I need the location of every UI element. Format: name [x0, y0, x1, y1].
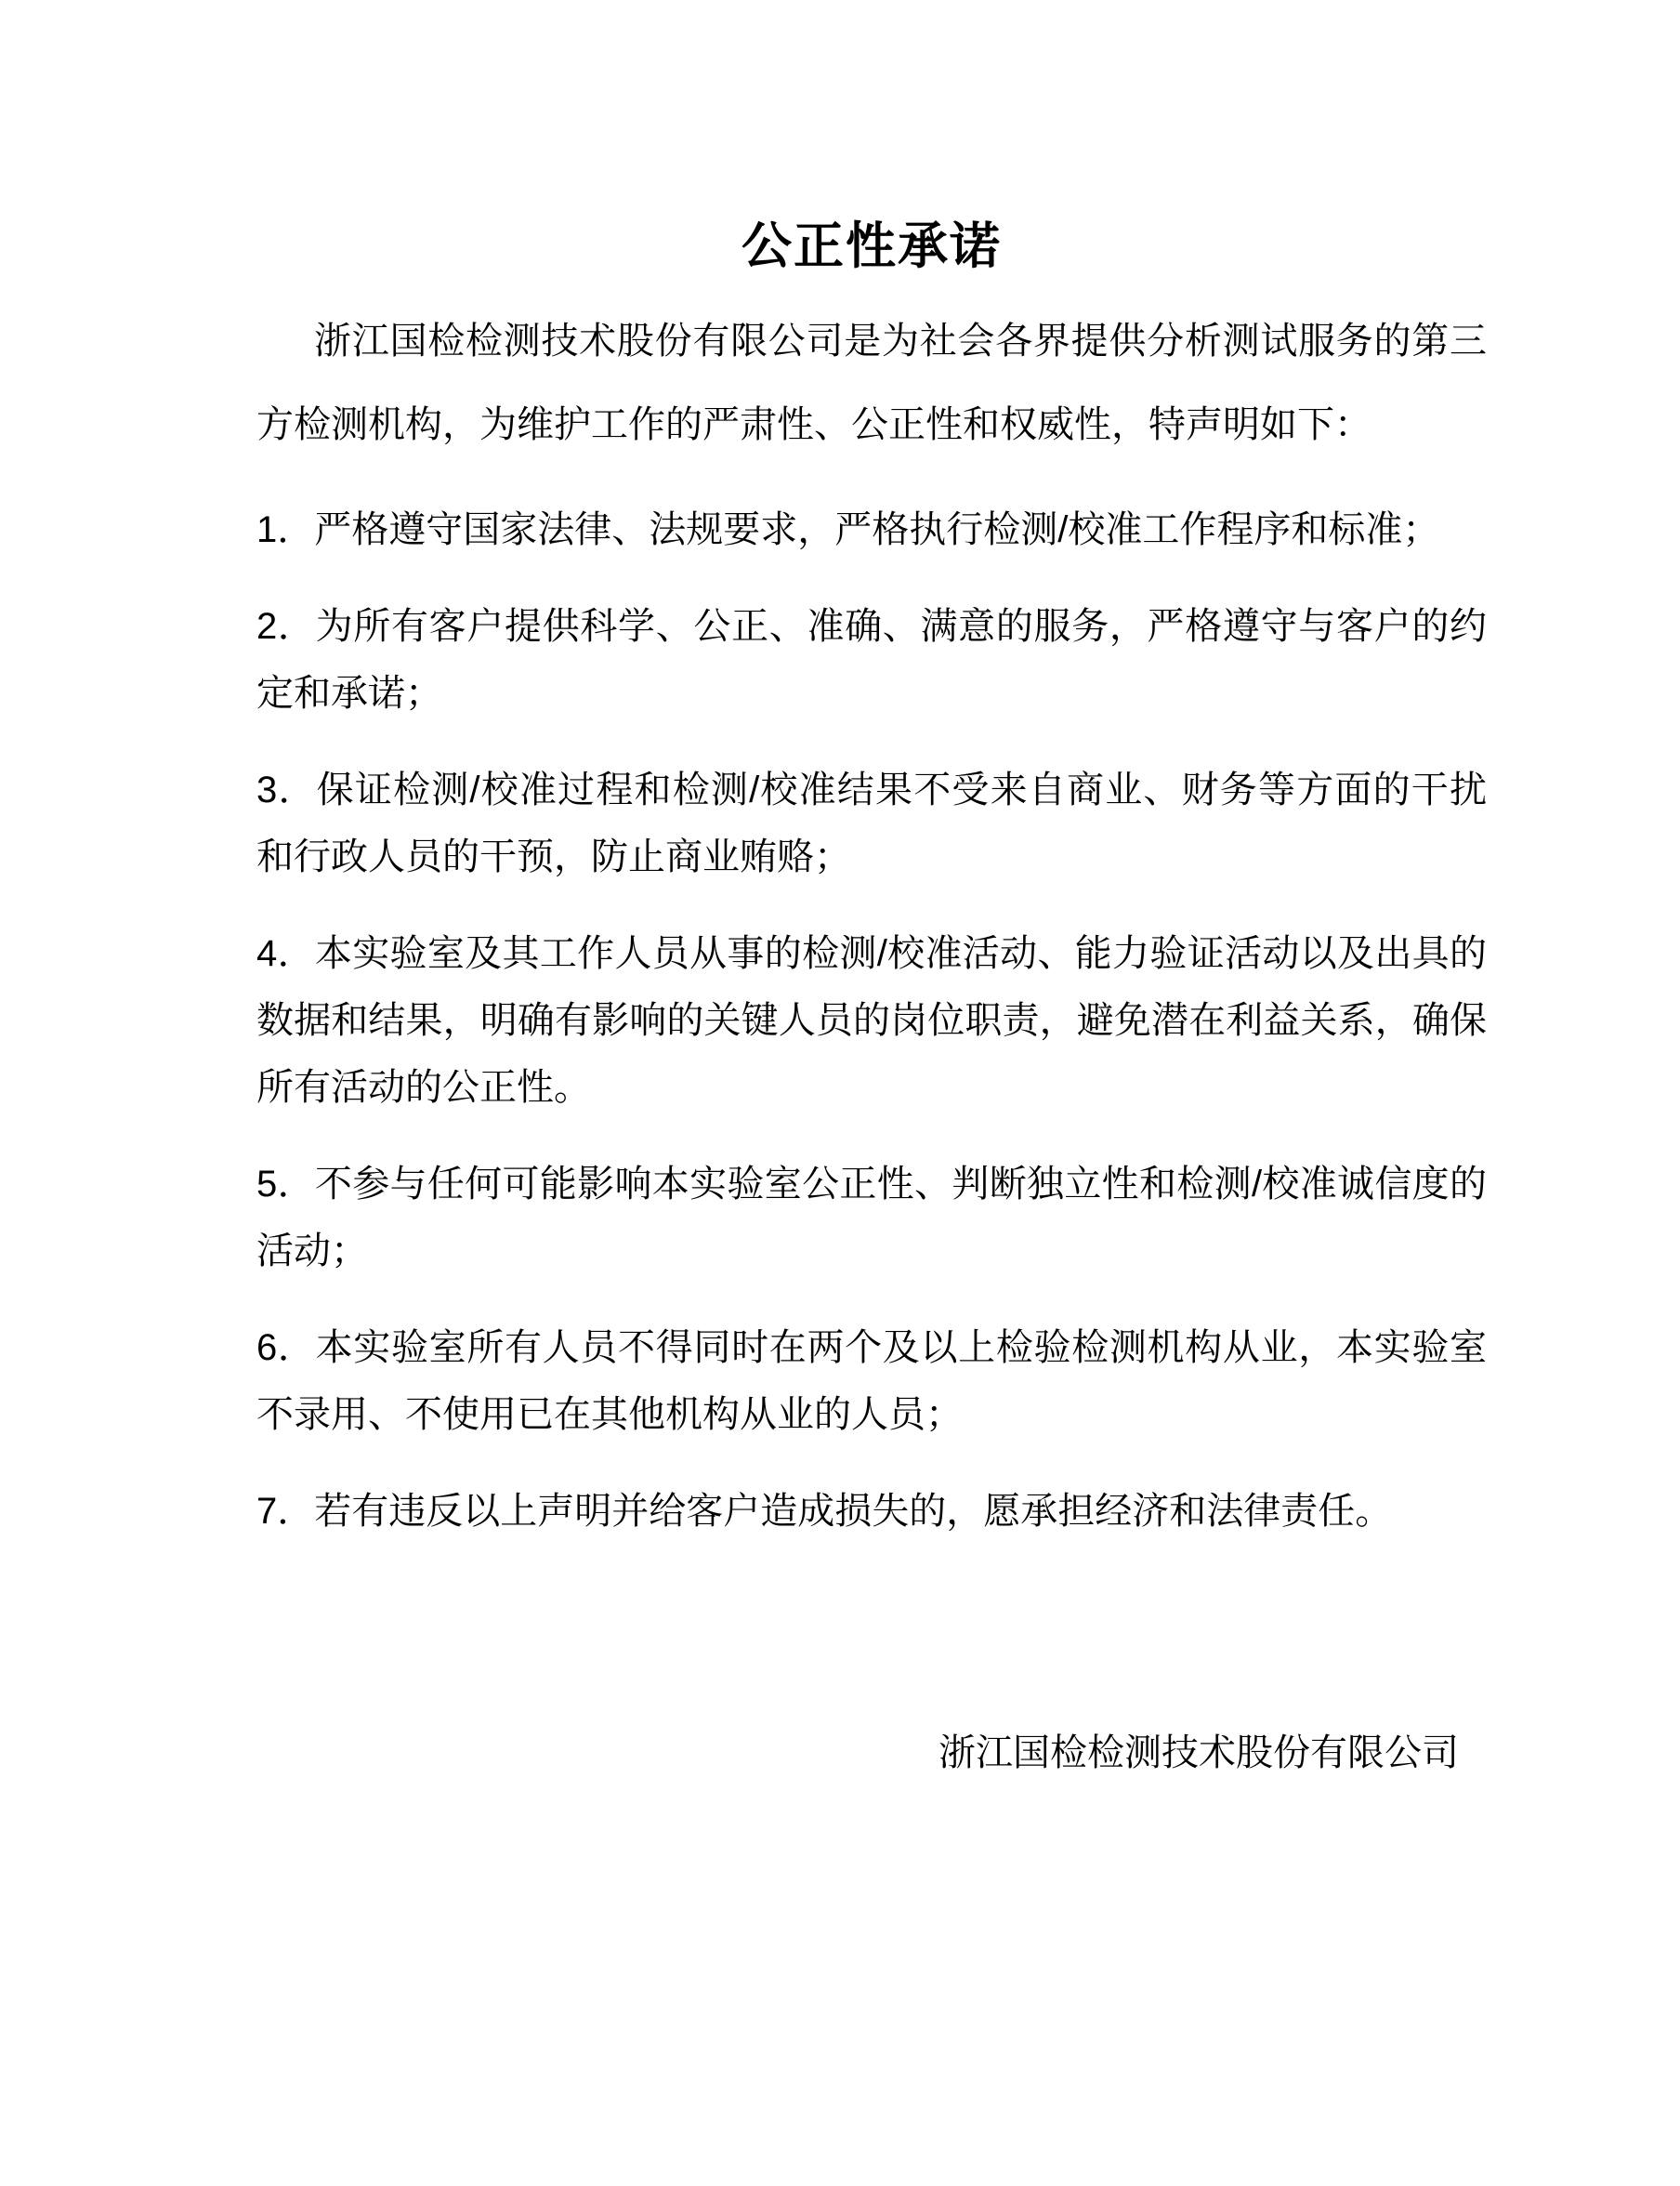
statement-item-4: 4．本实验室及其工作人员从事的检测/校准活动、能力验证活动以及出具的数据和结果，明确有影响的关键人员的岗位职责，避免潜在利益关系，确保所有活动的公正性。 [256, 933, 1487, 1108]
intro-paragraph: 浙江国检检测技术股份有限公司是为社会各界提供分析测试服务的第三方检测机构，为维护工作的严肃性、公正性和权威性，特声明如下： [256, 321, 1487, 445]
statement-item-2: 2．为所有客户提供科学、公正、准确、满意的服务，严格遵守与客户的约定和承诺； [256, 606, 1487, 714]
statement-item-3: 3．保证检测/校准过程和检测/校准结果不受来自商业、财务等方面的干扰和行政人员的干预，防止商业贿赂； [256, 770, 1487, 877]
statement-item-5: 5．不参与任何可能影响本实验室公正性、判断独立性和检测/校准诚信度的活动； [256, 1164, 1487, 1271]
document-content [0, 218, 1680, 1775]
statement-item-1: 1．严格遵守国家法律、法规要求，严格执行检测/校准工作程序和标准； [256, 509, 1440, 550]
statement-item-6: 6．本实验室所有人员不得同时在两个及以上检验检测机构从业，本实验室不录用、不使用已在其他机构从业的人员； [256, 1327, 1487, 1435]
company-signature: 浙江国检检测技术股份有限公司 [938, 1732, 1459, 1773]
statement-item-7: 7．若有违反以上声明并给客户造成损失的，愿承担经济和法律责任。 [256, 1491, 1393, 1532]
page-title: 公正性承诺 [742, 218, 1002, 274]
